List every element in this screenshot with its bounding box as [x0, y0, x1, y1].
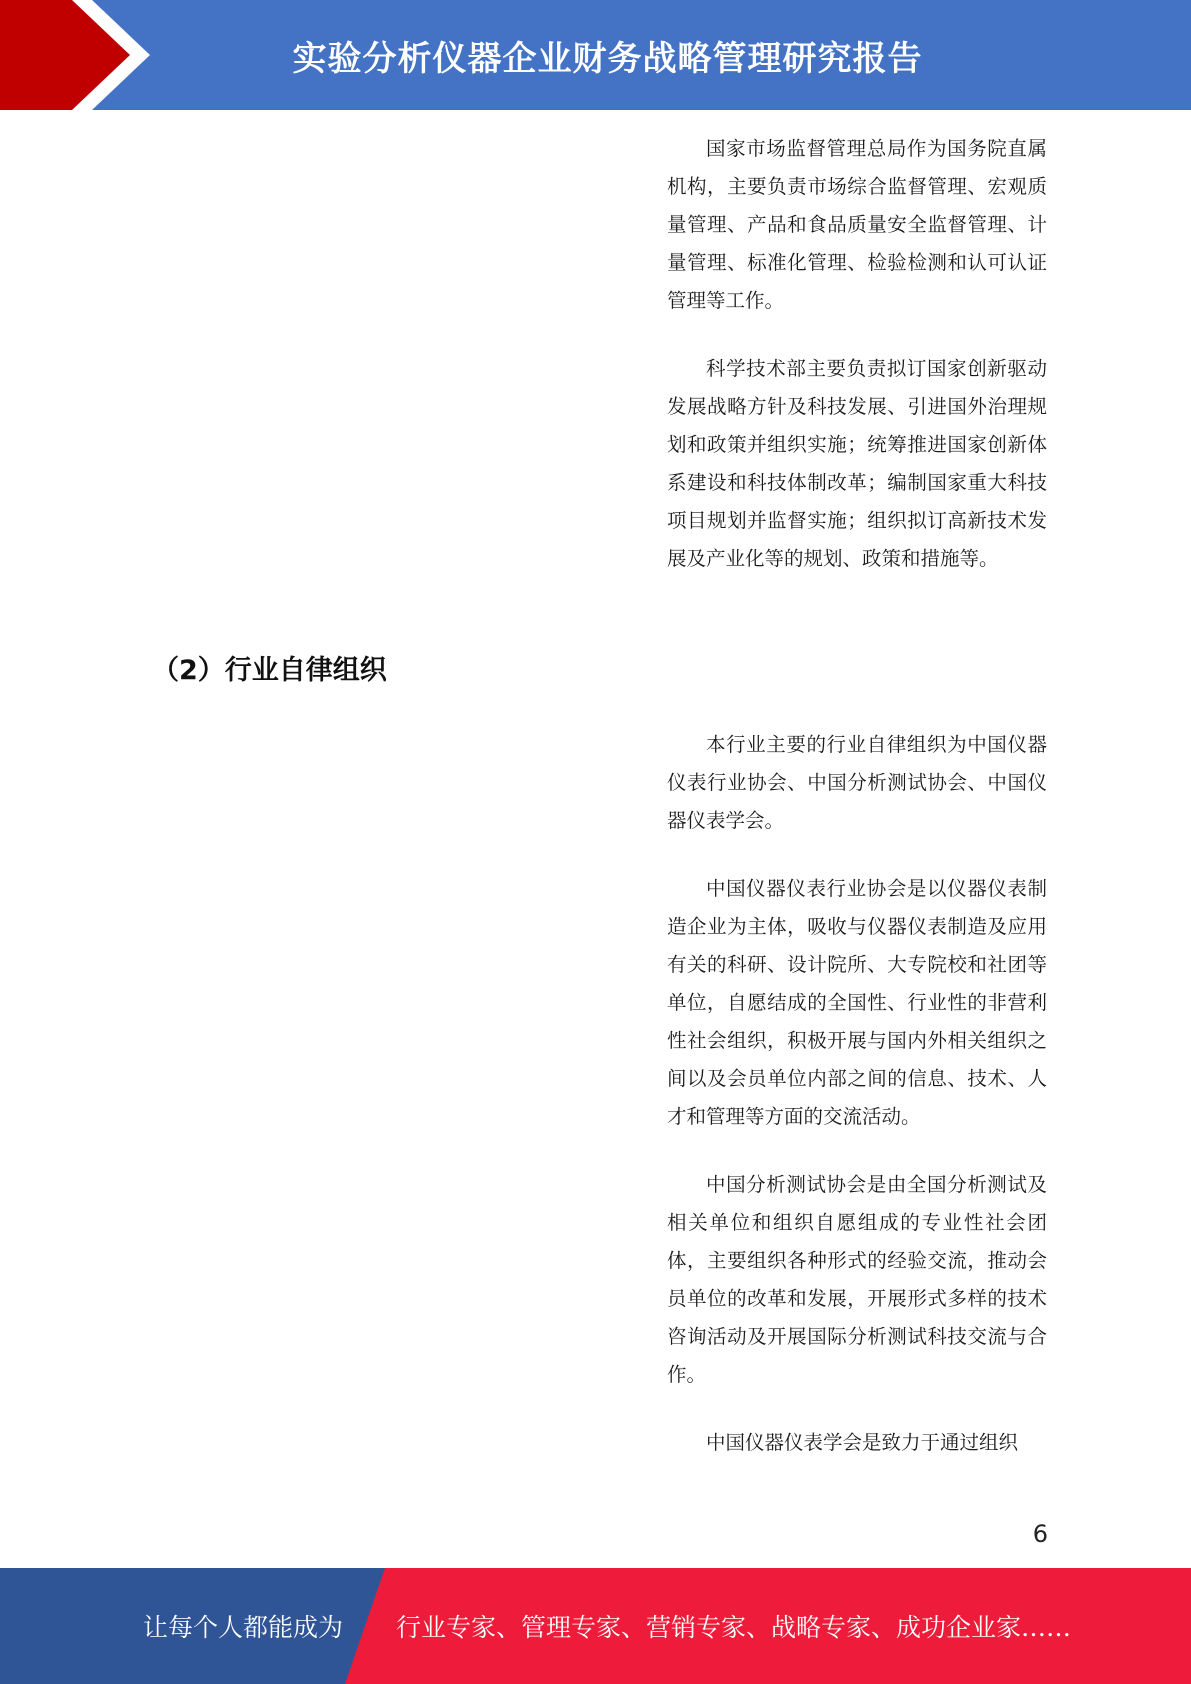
page-footer: [0, 1568, 1191, 1684]
paragraph-self-regulatory-orgs: 本行业主要的行业自律组织为中国仪器仪表行业协会、中国分析测试协会、中国仪器仪表学会。: [667, 733, 1047, 832]
page-number: 6: [1032, 1520, 1048, 1548]
paragraph-market-regulation: 国家市场监督管理总局作为国务院直属机构，主要负责市场综合监督管理、宏观质量管理、产品和食品质量安全监督管理、计量管理、标准化管理、检验检测和认可认证管理等工作。: [667, 137, 1047, 312]
paragraph-analysis-testing-association: 中国分析测试协会是由全国分析测试及相关单位和组织自愿组成的专业性社会团体，主要组织各种形式的经验交流，推动会员单位的改革和发展，开展形式多样的技术咨询活动及开展国际分析测试科技交流与合作。: [667, 1173, 1047, 1386]
report-title: 实验分析仪器企业财务战略管理研究报告: [292, 38, 923, 79]
paragraph-instrument-industry-association: 中国仪器仪表行业协会是以仪器仪表制造企业为主体，吸收与仪器仪表制造及应用有关的科研、设计院所、大专院校和社团等单位，自愿结成的全国性、行业性的非营利性社会组织，积极开展与国内外相关组织之间以及会员单位内部之间的信息、技术、人才和管理等方面的交流活动。: [667, 877, 1047, 1128]
section-heading: （2）行业自律组织: [152, 655, 387, 686]
paragraph-instrument-society: 中国仪器仪表学会是致力于通过组织: [706, 1431, 1019, 1454]
text-column-top: [667, 130, 1047, 578]
text-column-bottom: [667, 726, 1047, 1462]
footer-slogan-left: 让每个人都能成为: [143, 1613, 344, 1642]
page-header: [0, 0, 1191, 110]
paragraph-science-ministry: 科学技术部主要负责拟订国家创新驱动发展战略方针及科技发展、引进国外治理规划和政策并组织实施；统筹推进国家创新体系建设和科技体制改革；编制国家重大科技项目规划并监督实施；组织拟订高新技术发展及产业化等的规划、政策和措施等。: [667, 357, 1047, 570]
footer-slogan-right: 行业专家、管理专家、营销专家、战略专家、成功企业家……: [396, 1613, 1072, 1642]
